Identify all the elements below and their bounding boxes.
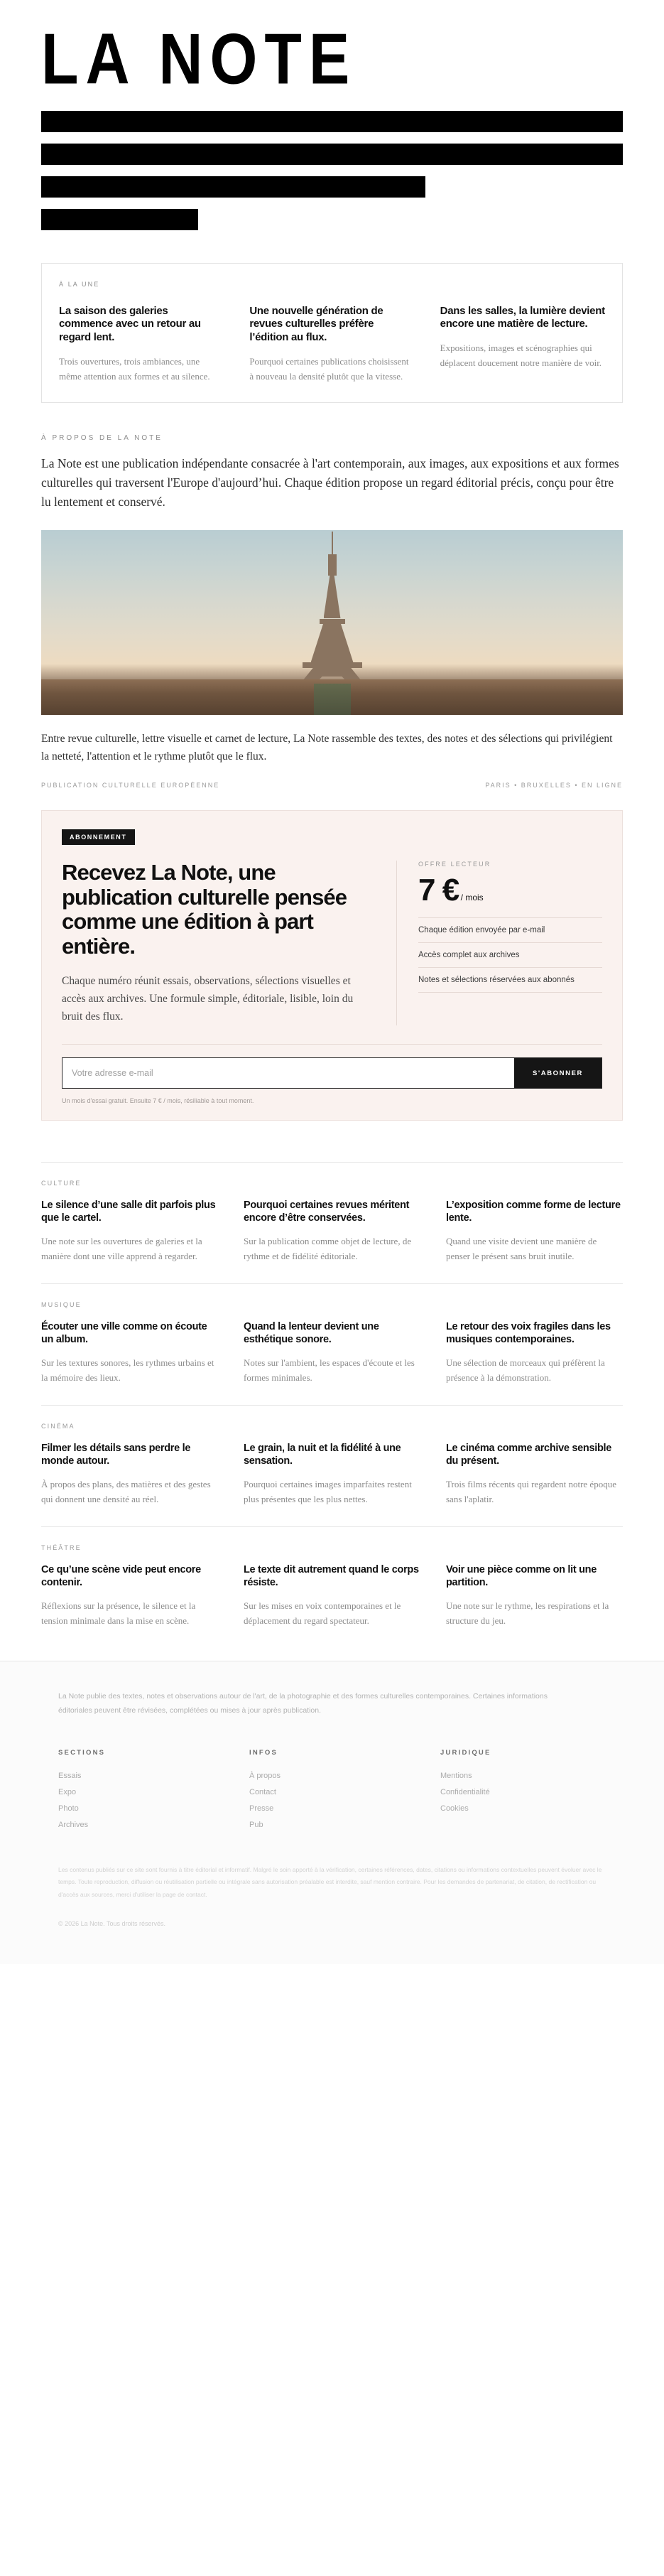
about-body: La Note est une publication indépendante consacrée à l'art contemporain, aux images, aux expositions et aux formes culturelles qui traversent l'Europe d'aujourd’hui. Chaque édition propose un regard éditorial précis, conçu pour être lu lentement et conservé.: [41, 456, 619, 510]
footer-column-heading: INFOS: [249, 1749, 278, 1757]
hero-caption: Entre revue culturelle, lettre visuelle et carnet de lecture, La Note rassemble des textes, des notes et des sélections qui privilégient la netteté, l'attention et le rythme plutôt que le flux.: [41, 733, 613, 763]
article-desc: Sur les mises en voix contemporaines et le déplacement du regard spectateur.: [244, 1600, 401, 1627]
eiffel-tower-graphic: [290, 530, 375, 695]
article-card[interactable]: [41, 1564, 218, 1628]
subscription-fineprint: Un mois d'essai gratuit. Ensuite 7 € / mois, résiliable à tout moment.: [62, 1097, 254, 1105]
article-card[interactable]: [446, 1564, 623, 1628]
footer-link[interactable]: Cookies: [440, 1804, 469, 1814]
footer-column-juridique: [440, 1749, 606, 1833]
subscription-offer: [396, 861, 602, 1025]
footer-columns: [58, 1749, 606, 1833]
meta-right: PARIS • BRUXELLES • EN LIGNE: [485, 782, 623, 789]
offer-label: OFFRE LECTEUR: [418, 861, 491, 868]
footer-link[interactable]: Archives: [58, 1821, 89, 1830]
category-label: CULTURE: [41, 1180, 82, 1187]
article-card[interactable]: [244, 1321, 420, 1385]
article-title: Quand la lenteur devient une esthétique sonore.: [244, 1321, 379, 1346]
article-card[interactable]: [446, 1443, 623, 1507]
category-theatre: [41, 1526, 623, 1628]
footer-link[interactable]: Confidentialité: [440, 1788, 490, 1797]
price-amount: 7 €: [418, 873, 459, 907]
subscription-heading: Recevez La Note, une publication culturelle pensée comme une édition à part entière.: [62, 860, 347, 959]
article-desc: Pourquoi certaines images imparfaites restent plus présentes que les plus nettes.: [244, 1479, 412, 1505]
footer-column-heading: SECTIONS: [58, 1749, 106, 1757]
footer-link[interactable]: Essais: [58, 1772, 82, 1781]
meta-left: PUBLICATION CULTURELLE EUROPÉENNE: [41, 782, 220, 789]
email-input[interactable]: [62, 1058, 514, 1088]
article-card[interactable]: [446, 1200, 623, 1263]
redaction-bar-2: [41, 144, 623, 165]
form-divider: [62, 1044, 602, 1045]
hero-park-lane: [314, 684, 351, 715]
hero-photo-eiffel-tower: [41, 530, 623, 715]
footer-intro: La Note publie des textes, notes et observations autour de l'art, de la photographie et des formes culturelles contemporaines. Certaines informations éditoriales peuvent être révisées, complétées ou mises à jour après publication.: [58, 1692, 548, 1715]
article-desc: Une sélection de morceaux qui préfèrent la présence à la démonstration.: [446, 1357, 605, 1384]
article-desc: Trois films récents qui regardent notre époque sans l'aplatir.: [446, 1479, 616, 1505]
footer-copyright: © 2026 La Note. Tous droits réservés.: [58, 1920, 166, 1928]
article-card[interactable]: [244, 1564, 420, 1628]
about-section: [41, 434, 623, 512]
footer-link[interactable]: Mentions: [440, 1772, 472, 1781]
subscription-copy: [62, 861, 396, 1025]
category-grid: [41, 1443, 623, 1507]
article-card[interactable]: [244, 1443, 420, 1507]
article-desc: Notes sur l'ambient, les espaces d'écoute et les formes minimales.: [244, 1357, 415, 1384]
footer-link[interactable]: Pub: [249, 1821, 263, 1830]
article-title: Le retour des voix fragiles dans les musiques contemporaines.: [446, 1321, 611, 1346]
featured-item-desc: Trois ouvertures, trois ambiances, une même attention aux formes et au silence.: [59, 355, 210, 382]
featured-item-title: Dans les salles, la lumière devient encore une matière de lecture.: [440, 304, 605, 330]
article-title: Écouter une ville comme on écoute un album.: [41, 1321, 207, 1346]
article-desc: Une note sur le rythme, les respirations et la structure du jeu.: [446, 1600, 609, 1627]
footer-link[interactable]: Contact: [249, 1788, 276, 1797]
featured-panel: [41, 263, 623, 403]
footer-link[interactable]: Expo: [58, 1788, 77, 1797]
subscribe-form: [62, 1057, 602, 1089]
perk-item: Chaque édition envoyée par e-mail: [418, 918, 602, 943]
footer-link[interactable]: À propos: [249, 1772, 281, 1781]
article-desc: Quand une visite devient une manière de penser le présent sans bruit inutile.: [446, 1236, 597, 1262]
category-culture: [41, 1162, 623, 1263]
perk-list: [418, 917, 602, 993]
article-title: Le texte dit autrement quand le corps résiste.: [244, 1564, 419, 1589]
perk-item: Notes et sélections réservées aux abonnés: [418, 968, 602, 993]
about-label: À PROPOS DE LA NOTE: [41, 434, 163, 443]
article-card[interactable]: [244, 1200, 420, 1263]
article-desc: Une note sur les ouvertures de galeries et la manière dont une ville apprend à regarder.: [41, 1236, 202, 1262]
category-grid: [41, 1564, 623, 1628]
featured-item-desc: Expositions, images et scénographies qui déplacent doucement notre manière de voir.: [440, 343, 602, 369]
redaction-bar-1: [41, 111, 623, 132]
footer-column-infos: [249, 1749, 415, 1833]
featured-eyebrow: À LA UNE: [59, 280, 100, 288]
article-title: Filmer les détails sans perdre le monde autour.: [41, 1443, 191, 1467]
footer-link[interactable]: Photo: [58, 1804, 79, 1814]
category-cinema: [41, 1405, 623, 1507]
redaction-bar-3: [41, 176, 425, 198]
category-musique: [41, 1283, 623, 1385]
category-grid: [41, 1321, 623, 1385]
meta-line: [41, 782, 623, 789]
article-title: Le cinéma comme archive sensible du présent.: [446, 1443, 611, 1467]
article-title: Le silence d’une salle dit parfois plus que le cartel.: [41, 1200, 216, 1224]
article-desc: Réflexions sur la présence, le silence et la tension minimale dans la mise en scène.: [41, 1600, 196, 1627]
article-desc: Sur la publication comme objet de lecture, de rythme et de fidélité éditoriale.: [244, 1236, 412, 1262]
subscription-grid: [62, 861, 602, 1025]
article-title: Voir une pièce comme on lit une partition.: [446, 1564, 597, 1589]
article-card[interactable]: [41, 1443, 218, 1507]
redaction-bar-group: [41, 111, 623, 230]
footer-legal-text: Les contenus publiés sur ce site sont fournis à titre éditorial et informatif. Malgré le soin apporté à la vérification, certaines références, dates, citations ou informations contextuelles peuvent évoluer avec le temps. Toute reproduction, diffusion ou réutilisation partielle ou intégrale sans autorisation préalable est interdite, sauf mention contraire. Pour les demandes de partenariat, de citation, de rectification ou d'accès aux sources, merci d'utiliser la page de contact.: [58, 1865, 602, 1899]
article-title: L’exposition comme forme de lecture lente.: [446, 1200, 621, 1224]
featured-grid: [59, 305, 605, 384]
category-sections: [41, 1162, 623, 1628]
article-card[interactable]: [446, 1321, 623, 1385]
subscription-panel: [41, 810, 623, 1121]
subscription-body: Chaque numéro réunit essais, observations, sélections visuelles et accès aux archives. Une formule simple, éditoriale, lisible, loin du bruit des flux.: [62, 974, 354, 1023]
footer-column-heading: JURIDIQUE: [440, 1749, 491, 1757]
article-desc: À propos des plans, des matières et des gestes qui donnent une densité au réel.: [41, 1479, 211, 1505]
featured-item[interactable]: [59, 305, 224, 384]
perk-item: Accès complet aux archives: [418, 943, 602, 968]
masthead: [0, 0, 664, 230]
category-label: THÉÂTRE: [41, 1544, 82, 1552]
featured-item-desc: Pourquoi certaines publications choisissent à nouveau la densité plutôt que la vitesse.: [249, 355, 409, 382]
article-card[interactable]: [41, 1200, 218, 1263]
footer-link[interactable]: Presse: [249, 1804, 274, 1814]
category-label: MUSIQUE: [41, 1301, 82, 1309]
price-value: [418, 875, 602, 906]
footer-column-sections: [58, 1749, 224, 1833]
subscribe-button[interactable]: S'ABONNER: [514, 1058, 602, 1088]
article-desc: Sur les textures sonores, les rythmes urbains et la mémoire des lieux.: [41, 1357, 214, 1384]
featured-item[interactable]: [249, 305, 414, 384]
site-wordmark: LA NOTE: [41, 18, 357, 99]
subscription-badge: ABONNEMENT: [62, 829, 135, 845]
article-title: Ce qu’une scène vide peut encore contenir.: [41, 1564, 201, 1589]
featured-item[interactable]: [440, 305, 605, 384]
article-card[interactable]: [41, 1321, 218, 1385]
price-period: / mois: [460, 893, 484, 902]
article-title: Le grain, la nuit et la fidélité à une sensation.: [244, 1443, 401, 1467]
category-grid: [41, 1200, 623, 1263]
category-label: CINÉMA: [41, 1423, 75, 1430]
featured-item-title: Une nouvelle génération de revues culturelles préfère l’édition au flux.: [249, 304, 383, 344]
article-title: Pourquoi certaines revues méritent encore d’être conservées.: [244, 1200, 410, 1224]
site-footer: [0, 1661, 664, 1964]
featured-item-title: La saison des galeries commence avec un retour au regard lent.: [59, 304, 201, 344]
redaction-bar-4: [41, 209, 198, 230]
